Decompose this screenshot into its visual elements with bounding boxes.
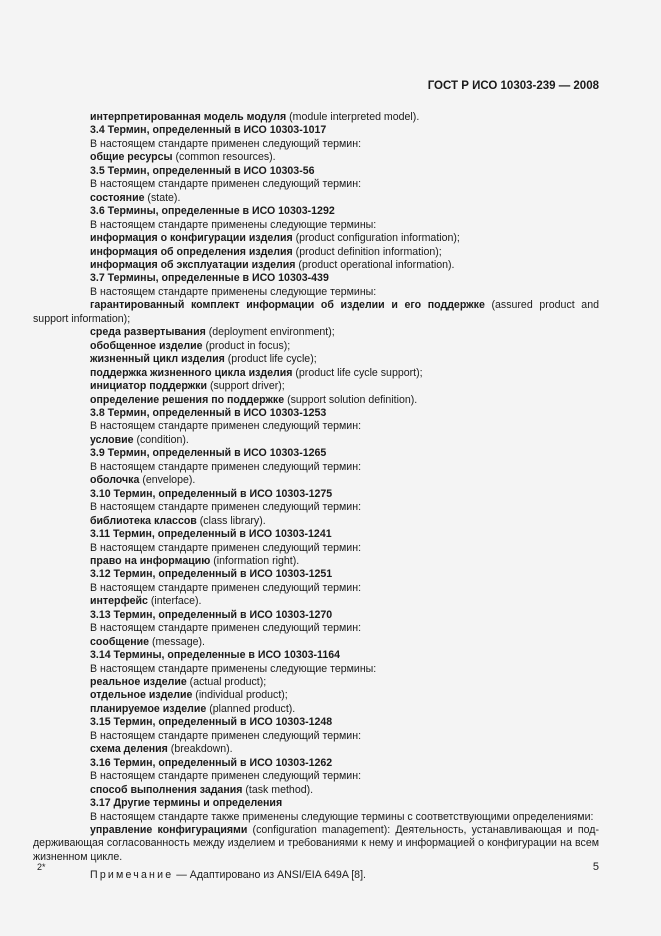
section-heading: 3.5 Термин, определенный в ИСО 10303-56 — [90, 164, 315, 177]
term-name: гарантированный комплект информации об изделии и его поддержке — [90, 299, 485, 312]
term-entry — [33, 394, 599, 407]
term-name: инициатор поддержки — [90, 380, 208, 393]
note-label: Примечание — [90, 869, 174, 882]
section-heading: 3.13 Термин, определенный в ИСО 10303-1270 — [90, 608, 333, 621]
term-description: (individual product); — [192, 689, 288, 702]
term-description: (module interpreted model). — [286, 111, 420, 123]
term-entry — [33, 743, 599, 756]
note-text: — Адаптировано из ANSI/EIA 649A [8]. — [173, 869, 366, 882]
term-name: среда развертывания — [90, 326, 206, 339]
term-description: (product life cycle support); — [292, 366, 423, 379]
body-text: В настоящем стандарте применен следующий термин: — [90, 622, 362, 635]
term-entry — [33, 689, 599, 702]
term-description: (state). — [144, 191, 181, 204]
term-name: планируемое изделие — [90, 702, 207, 715]
term-entry — [33, 595, 599, 608]
term-entry — [33, 246, 599, 259]
term-description: (condition). — [133, 433, 189, 446]
section-heading: 3.15 Термин, определенный в ИСО 10303-1248 — [90, 716, 333, 729]
term-entry — [33, 636, 599, 649]
term-entry — [33, 353, 599, 366]
term-name: интерфейс — [90, 595, 148, 608]
section-heading: 3.10 Термин, определенный в ИСО 10303-1275 — [90, 487, 333, 500]
section-heading: 3.6 Термины, определенные в ИСО 10303-1292 — [90, 205, 335, 218]
term-name: условие — [90, 433, 134, 446]
term-description: (breakdown). — [167, 743, 233, 756]
term-name: информация о конфигурации изделия — [90, 232, 293, 245]
term-name: состояние — [90, 191, 145, 204]
term-entry — [33, 192, 599, 205]
body-text: В настоящем стандарте применен следующий термин: — [90, 770, 362, 783]
term-name: право на информацию — [90, 554, 211, 567]
term-name: общие ресурсы — [90, 151, 173, 164]
term-name: оболочка — [90, 474, 140, 487]
term-description: (planned product). — [206, 702, 296, 715]
term-description: (support driver); — [207, 380, 285, 393]
term-description: (task method). — [242, 783, 314, 796]
term-name: отдельное изделие — [90, 689, 193, 702]
term-entry — [33, 555, 599, 568]
document-body — [33, 111, 599, 893]
term-name: способ выполнения задания — [90, 783, 243, 796]
term-description: (product configuration information); — [292, 232, 460, 245]
term-entry — [33, 259, 599, 272]
section-heading: 3.9 Термин, определенный в ИСО 10303-1265 — [90, 447, 327, 460]
section-heading: 3.11 Термин, определенный в ИСО 10303-1241 — [90, 528, 332, 541]
term-entry — [33, 703, 599, 716]
body-text: В настоящем стандарте применены следующие термины: — [90, 662, 377, 675]
term-name: реальное изделие — [90, 676, 187, 689]
body-text: В настоящем стандарте применен следующий термин: — [90, 178, 362, 191]
section-heading: 3.14 Термины, определенные в ИСО 10303-1164 — [90, 649, 341, 662]
term-name: управление конфигурациями — [90, 824, 248, 837]
page-number: 5 — [592, 861, 599, 873]
body-text: В настоящем стандарте применен следующий термин: — [90, 501, 362, 514]
term-entry — [33, 326, 599, 339]
term-name: информация об эксплуатации изделия — [90, 258, 296, 271]
term-entry — [33, 111, 599, 124]
term-description: (class library). — [196, 514, 266, 527]
section-heading: 3.4 Термин, определенный в ИСО 10303-1017 — [90, 124, 327, 137]
term-entry — [33, 474, 599, 487]
term-description: (product in focus); — [202, 339, 291, 352]
term-name: определение решения по поддержке — [90, 393, 285, 406]
term-entry — [33, 515, 599, 528]
section-heading: 3.12 Термин, определенный в ИСО 10303-1251 — [90, 568, 333, 581]
term-description: (deployment environment); — [205, 326, 335, 339]
term-description: (product operational information). — [295, 258, 455, 271]
term-description: (actual product); — [186, 676, 267, 689]
term-name: информация об определения изделия — [90, 245, 293, 258]
term-description: (assured product and support information); — [33, 299, 599, 325]
body-text: В настоящем стандарте применен следующий термин: — [90, 581, 362, 594]
term-entry — [33, 784, 599, 797]
term-name: поддержка жизненного цикла изделия — [90, 366, 293, 379]
term-entry — [33, 151, 599, 164]
term-entry — [33, 367, 599, 380]
term-description: (configuration management): Деятельность, устанавливающая и под-держивающая согласованность между изделием и требованиями к нему и информацией о конфигурации на всем жизненном цикле. — [33, 824, 599, 863]
term-description: (envelope). — [139, 474, 196, 487]
note — [33, 869, 599, 882]
section-heading: 3.8 Термин, определенный в ИСО 10303-1253 — [90, 406, 327, 419]
term-description: (interface). — [147, 595, 202, 608]
term-entry — [33, 299, 599, 326]
section-heading: 3.17 Другие термины и определения — [90, 797, 283, 810]
term-description: (common resources). — [172, 151, 276, 164]
document-header: ГОСТ Р ИСО 10303-239 — 2008 — [427, 80, 599, 92]
signature-mark: 2* — [37, 862, 46, 872]
section-heading: 3.7 Термины, определенные в ИСО 10303-439 — [90, 272, 329, 285]
body-text: В настоящем стандарте применены следующие термины: — [90, 218, 377, 231]
term-description: (product life cycle); — [224, 353, 317, 366]
term-entry — [33, 824, 599, 864]
term-entry — [33, 232, 599, 245]
term-name: интерпретированная модель модуля — [90, 111, 287, 123]
body-text: В настоящем стандарте применены следующие термины: — [90, 285, 377, 298]
term-entry — [33, 434, 599, 447]
term-description: (information right). — [210, 554, 300, 567]
term-description: (message). — [149, 635, 205, 648]
body-text: В настоящем стандарте применен следующий термин: — [90, 137, 362, 150]
term-description: (support solution definition). — [284, 393, 418, 406]
term-name: схема деления — [90, 743, 168, 756]
term-name: обобщенное изделие — [90, 339, 203, 352]
term-entry — [33, 676, 599, 689]
term-description: (product definition information); — [292, 245, 442, 258]
term-name: библиотека классов — [90, 514, 197, 527]
body-text: В настоящем стандарте применен следующий термин: — [90, 541, 362, 554]
section-heading: 3.16 Термин, определенный в ИСО 10303-1262 — [90, 756, 333, 769]
term-name: сообщение — [90, 635, 150, 648]
body-text: В настоящем стандарте также применены следующие термины с соответствующими определениями: — [90, 810, 594, 823]
term-name: жизненный цикл изделия — [90, 353, 225, 366]
term-entry — [33, 340, 599, 353]
body-text: В настоящем стандарте применен следующий термин: — [90, 729, 362, 742]
body-text: В настоящем стандарте применен следующий термин: — [90, 420, 362, 433]
body-text: В настоящем стандарте применен следующий термин: — [90, 460, 362, 473]
term-entry — [33, 380, 599, 393]
